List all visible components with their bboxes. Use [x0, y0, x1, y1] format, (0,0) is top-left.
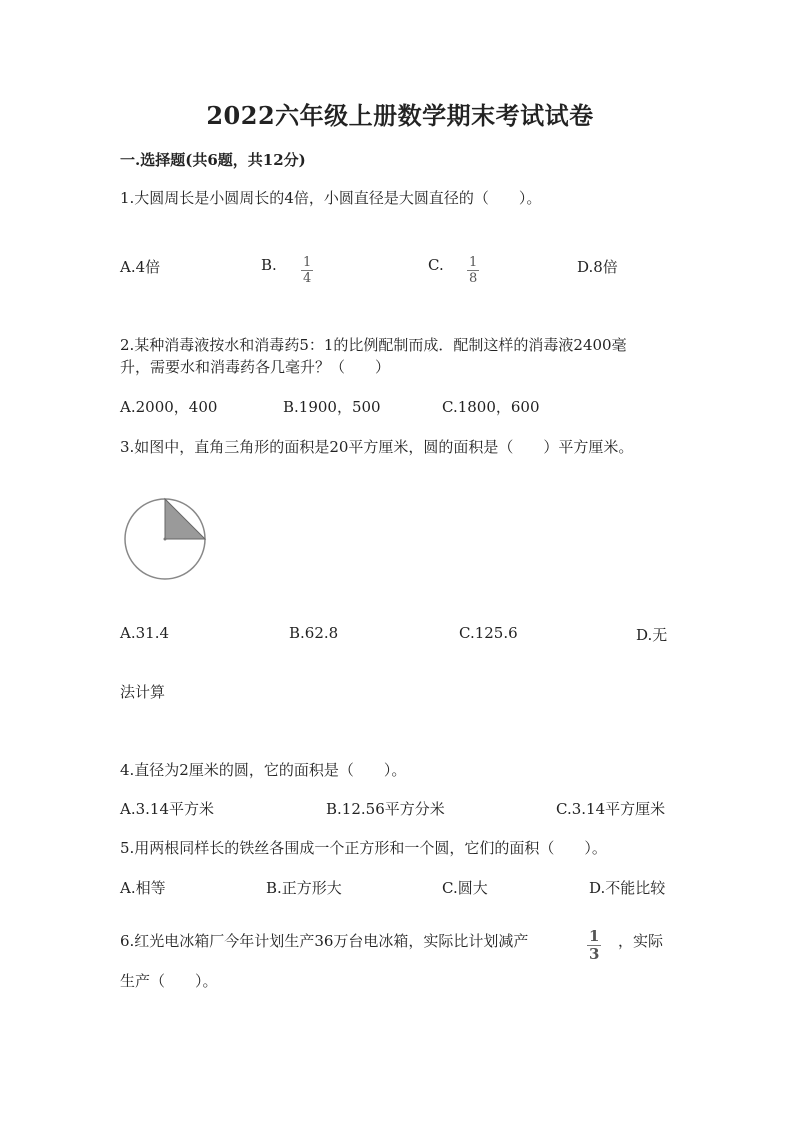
question-2-line-2: 升，需要水和消毒药各几毫升？（ ） — [120, 358, 391, 376]
center-dot — [164, 538, 167, 541]
fraction-denominator: 3 — [589, 945, 600, 963]
q3-option-a: A.31.4 — [120, 624, 169, 642]
question-6-line-1: 6.红光电冰箱厂今年计划生产36万台电冰箱，实际比计划减产 — [120, 932, 529, 950]
page-title: 2022六年级上册数学期末考试试卷 — [206, 101, 594, 130]
question-4-text: 4.直径为2厘米的圆，它的面积是（ ）。 — [120, 761, 407, 779]
fraction-numerator: 1 — [469, 255, 478, 270]
q6-fraction — [587, 926, 601, 963]
q5-option-d: D.不能比较 — [589, 879, 666, 897]
fraction-denominator: 8 — [469, 271, 478, 286]
question-2-line-1: 2.某种消毒液按水和消毒药5：1的比例配制而成．配制这样的消毒液2400毫 — [120, 336, 627, 354]
question-3-text: 3.如图中，直角三角形的面积是20平方厘米，圆的面积是（ ）平方厘米。 — [120, 438, 634, 456]
fraction-denominator: 4 — [303, 271, 312, 286]
q3-option-d-part-2: 法计算 — [120, 683, 166, 701]
q2-option-c: C.1800，600 — [442, 398, 540, 416]
q1-option-c-label: C. — [428, 256, 444, 274]
q4-option-a: A.3.14平方米 — [120, 800, 214, 818]
q2-option-a: A.2000，400 — [120, 398, 218, 416]
q3-option-b: B.62.8 — [289, 624, 339, 642]
q3-option-c: C.125.6 — [459, 624, 518, 642]
q1-option-b-label: B. — [261, 256, 277, 274]
section-heading: 一.选择题(共6题，共12分) — [120, 151, 306, 169]
q5-option-b: B.正方形大 — [266, 879, 342, 897]
q5-option-c: C.圆大 — [442, 879, 488, 897]
q4-option-c: C.3.14平方厘米 — [556, 800, 666, 818]
question-5-text: 5.用两根同样长的铁丝各围成一个正方形和一个圆，它们的面积（ ）。 — [120, 839, 607, 857]
fraction-numerator: 1 — [589, 927, 600, 945]
q1-option-d: D.8倍 — [577, 258, 618, 276]
q1-option-c-fraction — [467, 251, 479, 286]
q4-option-b: B.12.56平方分米 — [326, 800, 445, 818]
q3-option-d-part-1: D.无 — [636, 626, 668, 644]
fraction-numerator: 1 — [303, 255, 312, 270]
q2-option-b: B.1900，500 — [283, 398, 381, 416]
q1-option-a: A.4倍 — [120, 258, 161, 276]
q5-option-a: A.相等 — [120, 879, 166, 897]
circle-triangle-figure — [122, 496, 210, 584]
question-6-line-2: 生产（ ）。 — [120, 972, 218, 990]
question-6-line-1-tail: ，实际 — [618, 932, 664, 950]
q1-option-b-fraction — [301, 251, 313, 286]
question-1-text: 1.大圆周长是小圆周长的4倍，小圆直径是大圆直径的（ ）。 — [120, 189, 542, 207]
